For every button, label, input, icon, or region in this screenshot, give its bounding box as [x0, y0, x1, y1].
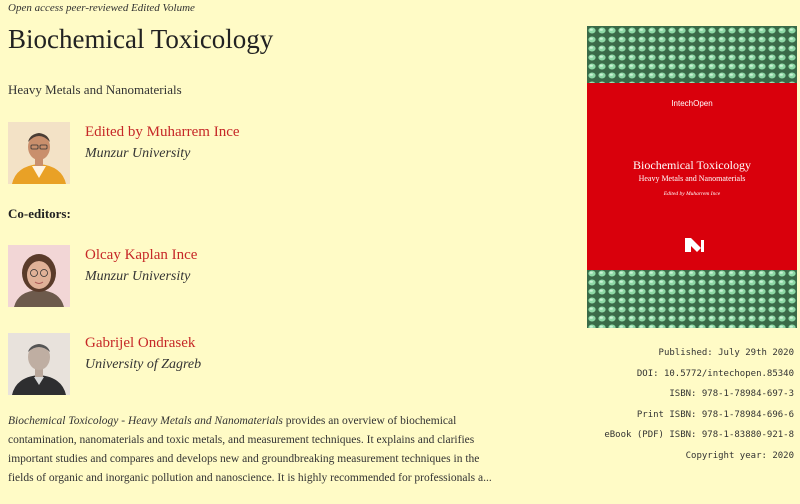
published-date: Published: July 29th 2020 [658, 348, 794, 358]
book-subtitle: Heavy Metals and Nanomaterials [8, 82, 182, 97]
volume-type-tag: Open access peer-reviewed Edited Volume [8, 2, 195, 14]
editor-name-link[interactable]: Edited by Muharrem Ince [85, 124, 240, 140]
cover-editor: Edited by Muharrem Ince [663, 191, 721, 197]
coeditor-name-link[interactable]: Gabrijel Ondrasek [85, 335, 196, 351]
doi[interactable]: DOI: 10.5772/intechopen.85340 [636, 368, 794, 379]
coeditor-card [8, 245, 568, 309]
editor-affiliation: Munzur University [85, 146, 191, 161]
editor-card [8, 122, 568, 186]
ebook-isbn: eBook (PDF) ISBN: 978-1-83880-921-8 [604, 430, 794, 440]
book-cover[interactable] [587, 26, 797, 328]
coeditor-name-link[interactable]: Olcay Kaplan Ince [85, 247, 198, 263]
description-subtitle: Heavy Metals and Nanomaterials [128, 415, 283, 427]
coeditor-avatar[interactable] [8, 333, 70, 395]
coeditor-affiliation: Munzur University [85, 269, 191, 284]
publication-metadata [554, 348, 794, 471]
print-isbn: Print ISBN: 978-1-78984-696-6 [636, 409, 794, 420]
cover-subtitle: Heavy Metals and Nanomaterials [638, 174, 746, 183]
cover-title: Biochemical Toxicology [633, 158, 751, 172]
coeditor-card [8, 333, 568, 397]
editor-avatar[interactable] [8, 122, 70, 184]
coeditors-label: Co-editors: [8, 206, 71, 221]
coeditor-affiliation: University of Zagreb [85, 357, 202, 372]
copyright-year: Copyright year: 2020 [685, 450, 794, 461]
isbn: ISBN: 978-1-78984-697-3 [669, 389, 794, 399]
cover-publisher: IntechOpen [671, 99, 713, 108]
coeditor-avatar[interactable] [8, 245, 70, 307]
book-description: Biochemical Toxicology - Heavy Metals and Nanomaterials provides an overview of biochemical contamination, nanomaterials and toxic metals, and measurement techniques. It explains and clarifies important studies and compares and develops new and groundbreaking measurement techniques in the fields of organic and inorganic pollution and nanoscience. It is highly recommended for professionals a... [8, 415, 492, 484]
book-title: Biochemical Toxicology [8, 24, 274, 54]
description-title: Biochemical Toxicology [8, 415, 119, 427]
description-body: provides an overview of biochemical contamination, nanomaterials and toxic metals, and measurement techniques. It explains and clarifies important studies and compares and develops new and groundbreaking measurement techniques in the fields of organic and inorganic pollution and nanoscience. It is highly recommended for professionals a... [8, 415, 492, 484]
